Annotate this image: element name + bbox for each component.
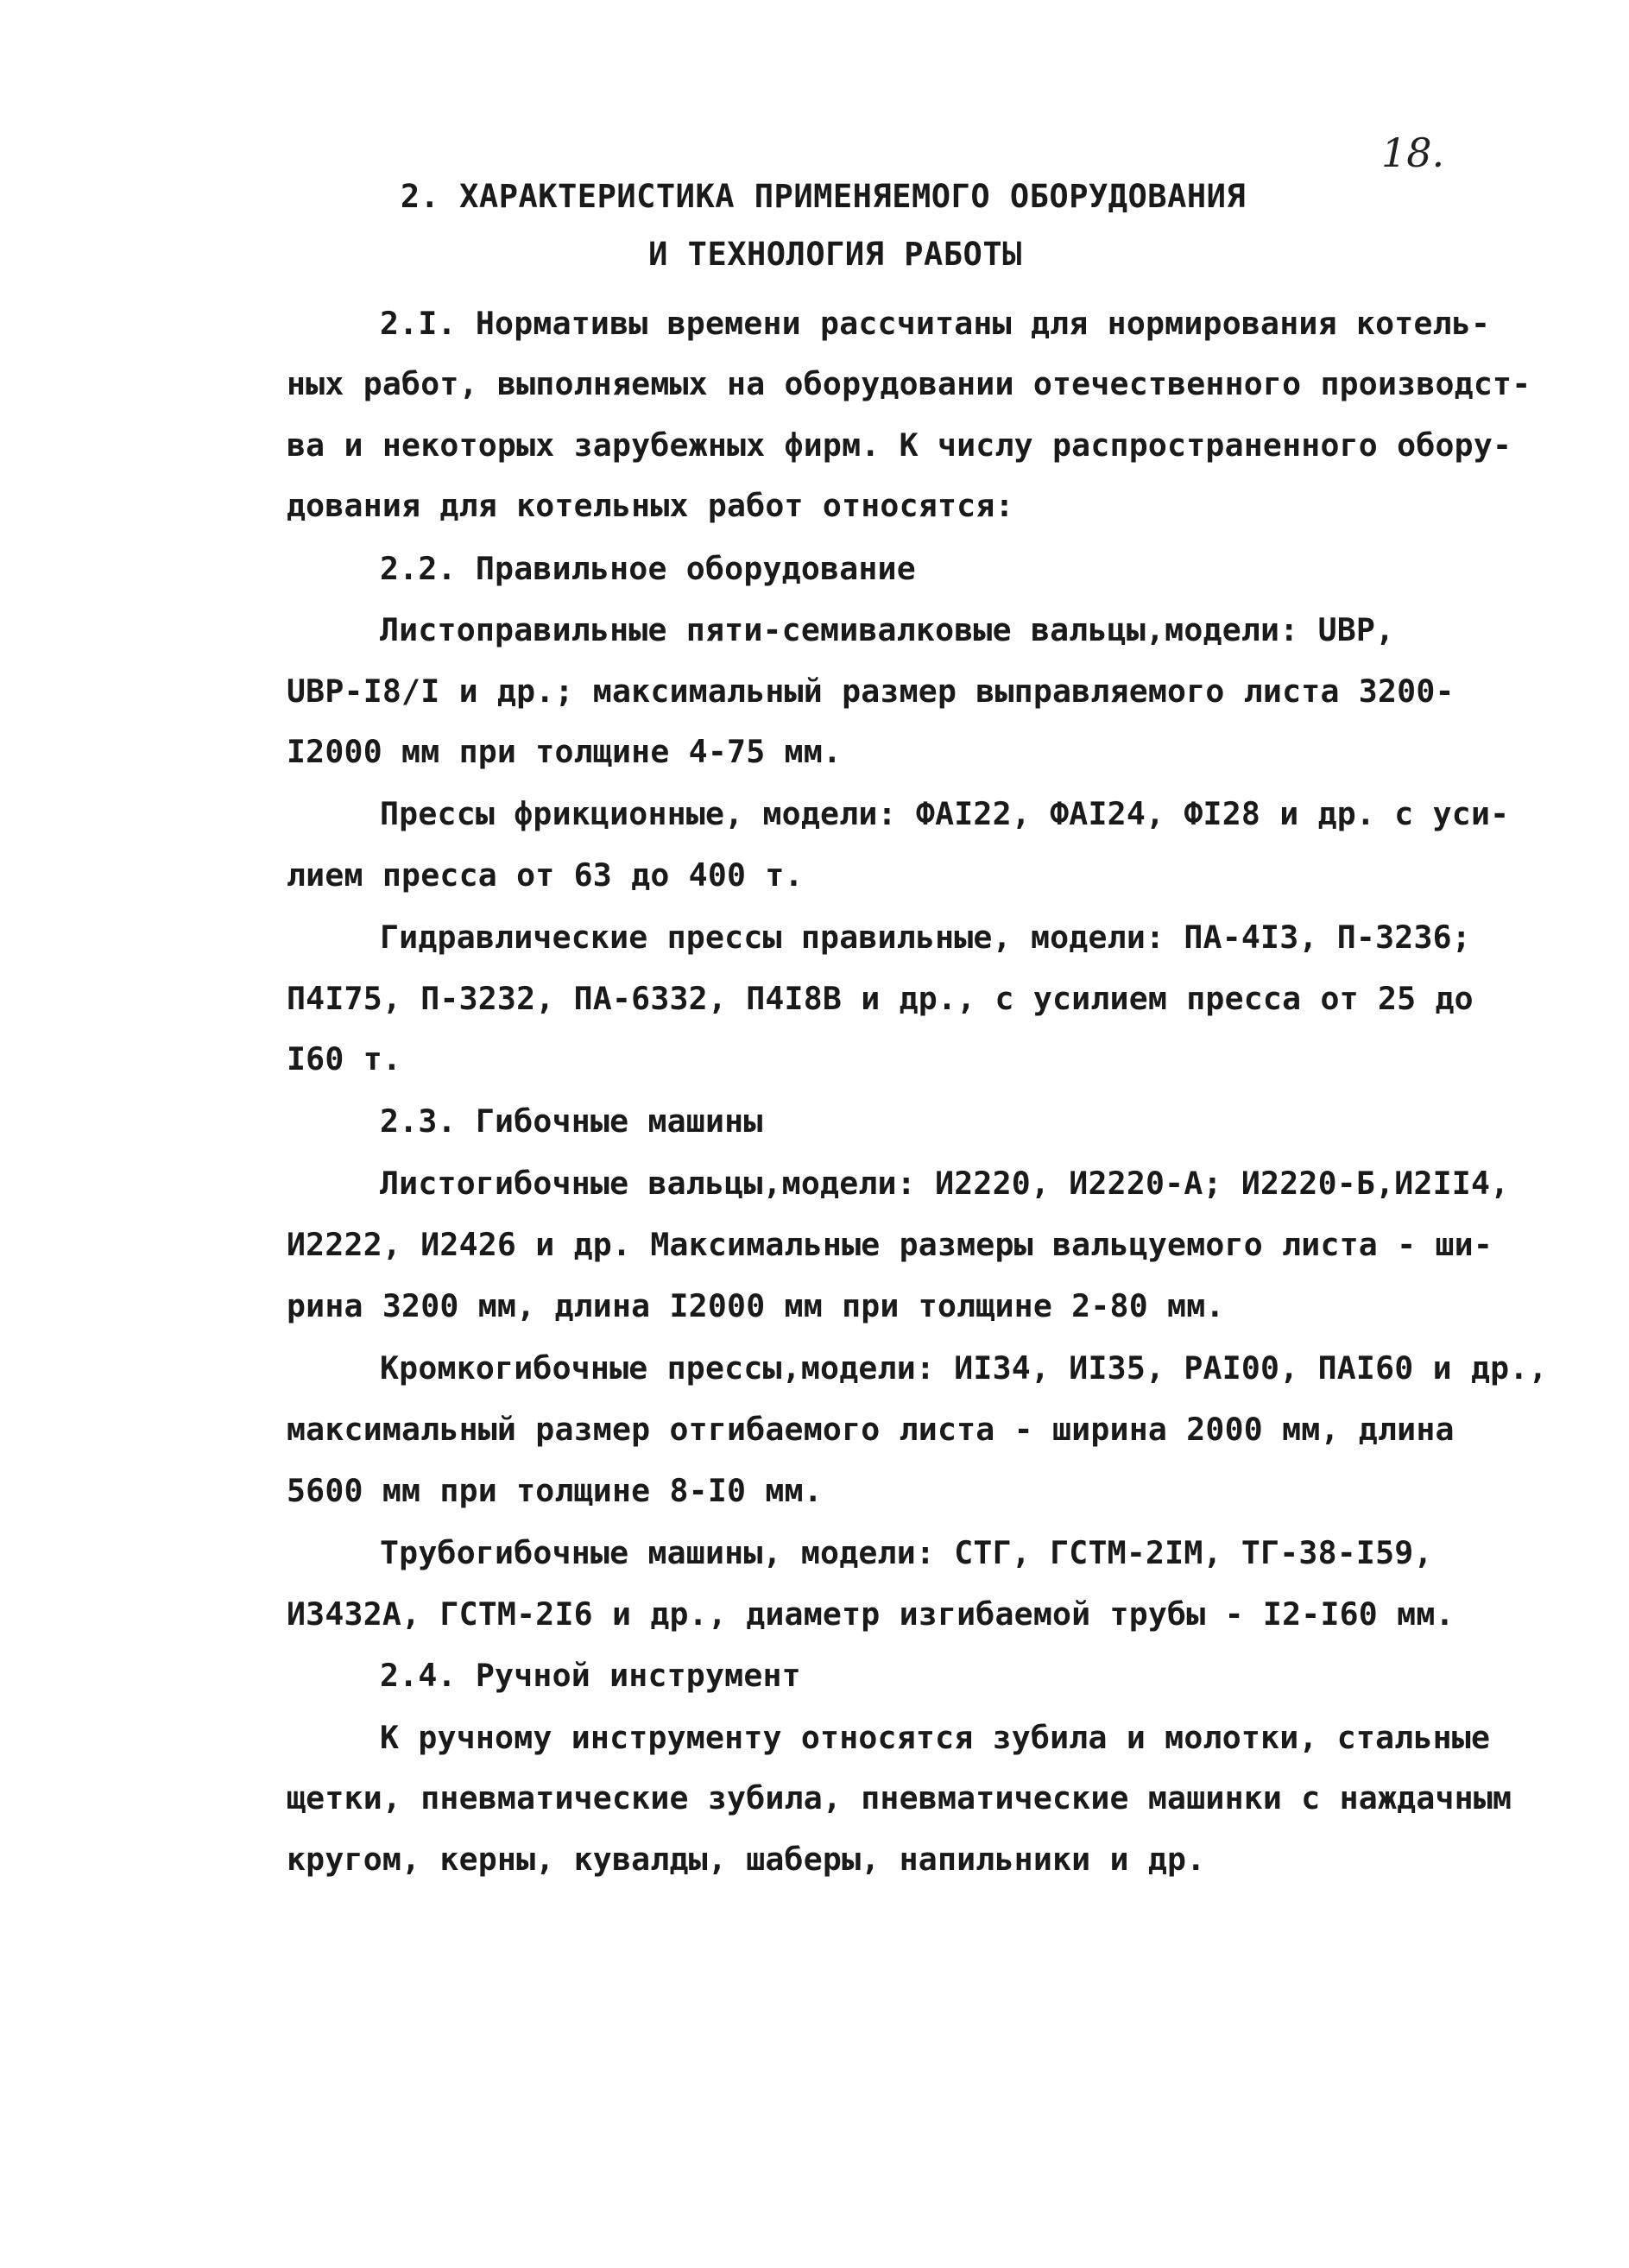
body-line: Гидравлические прессы правильные, модели: ПА-4I3, П-3236; — [380, 919, 1471, 956]
body-line: 2.I. Нормативы времени рассчитаны для нормирования котель- — [380, 305, 1491, 342]
body-line: дования для котельных работ относятся: — [287, 487, 1014, 524]
body-line: И3432А, ГСТМ-2I6 и др., диаметр изгибаемой трубы - I2-I60 мм. — [287, 1595, 1455, 1633]
body-line: I2000 мм при толщине 4-75 мм. — [287, 733, 843, 770]
body-line: UBP-I8/I и др.; максимальный размер выправляемого листа 3200- — [287, 673, 1455, 710]
subsection-heading: 2.4. Ручной инструмент — [380, 1657, 801, 1694]
body-line: Листогибочные вальцы,модели: И2220, И2220-А; И2220-Б,И2II4, — [380, 1165, 1510, 1202]
body-line: К ручному инструменту относятся зубила и молотки, стальные — [380, 1719, 1491, 1756]
body-line: 5600 мм при толщине 8-I0 мм. — [287, 1472, 823, 1509]
section-title-line-2: И ТЕХНОЛОГИЯ РАБОТЫ — [648, 236, 1022, 273]
body-line: I60 т. — [287, 1040, 402, 1077]
body-line: Трубогибочные машины, модели: СТГ, ГСТМ-2IМ, ТГ-38-I59, — [380, 1534, 1433, 1571]
body-line: кругом, керны, кувалды, шаберы, напильники и др. — [287, 1841, 1206, 1878]
body-line: максимальный размер отгибаемого листа - ширина 2000 мм, длина — [287, 1411, 1455, 1448]
subsection-heading: 2.3. Гибочные машины — [380, 1102, 763, 1140]
body-line: И2222, И2426 и др. Максимальные размеры вальцуемого листа - ши- — [287, 1226, 1493, 1263]
section-title-line-1: 2. ХАРАКТЕРИСТИКА ПРИМЕНЯЕМОГО ОБОРУДОВАНИЯ — [400, 178, 1247, 215]
subsection-heading: 2.2. Правильное оборудование — [380, 550, 916, 587]
body-line: ва и некоторых зарубежных фирм. К числу распространенного обору- — [287, 426, 1512, 464]
page-number: 18. — [1381, 130, 1445, 176]
body-line: Прессы фрикционные, модели: ФАI22, ФАI24, ФI28 и др. с уси- — [380, 795, 1510, 832]
body-line: рина 3200 мм, длина I2000 мм при толщине 2-80 мм. — [287, 1287, 1225, 1324]
body-line: П4I75, П-3232, ПА-6332, П4I8В и др., с усилием пресса от 25 до — [287, 980, 1474, 1017]
body-line: ных работ, выполняемых на оборудовании отечественного производст- — [287, 365, 1531, 402]
body-line: лием пресса от 63 до 400 т. — [287, 856, 804, 894]
body-line: Кромкогибочные прессы,модели: ИI34, ИI35, РАI00, ПАI60 и др., — [380, 1349, 1548, 1387]
body-line: Листоправильные пяти-семивалковые вальцы,модели: UBP, — [380, 611, 1395, 648]
body-line: щетки, пневматические зубила, пневматические машинки с наждачным — [287, 1779, 1512, 1816]
